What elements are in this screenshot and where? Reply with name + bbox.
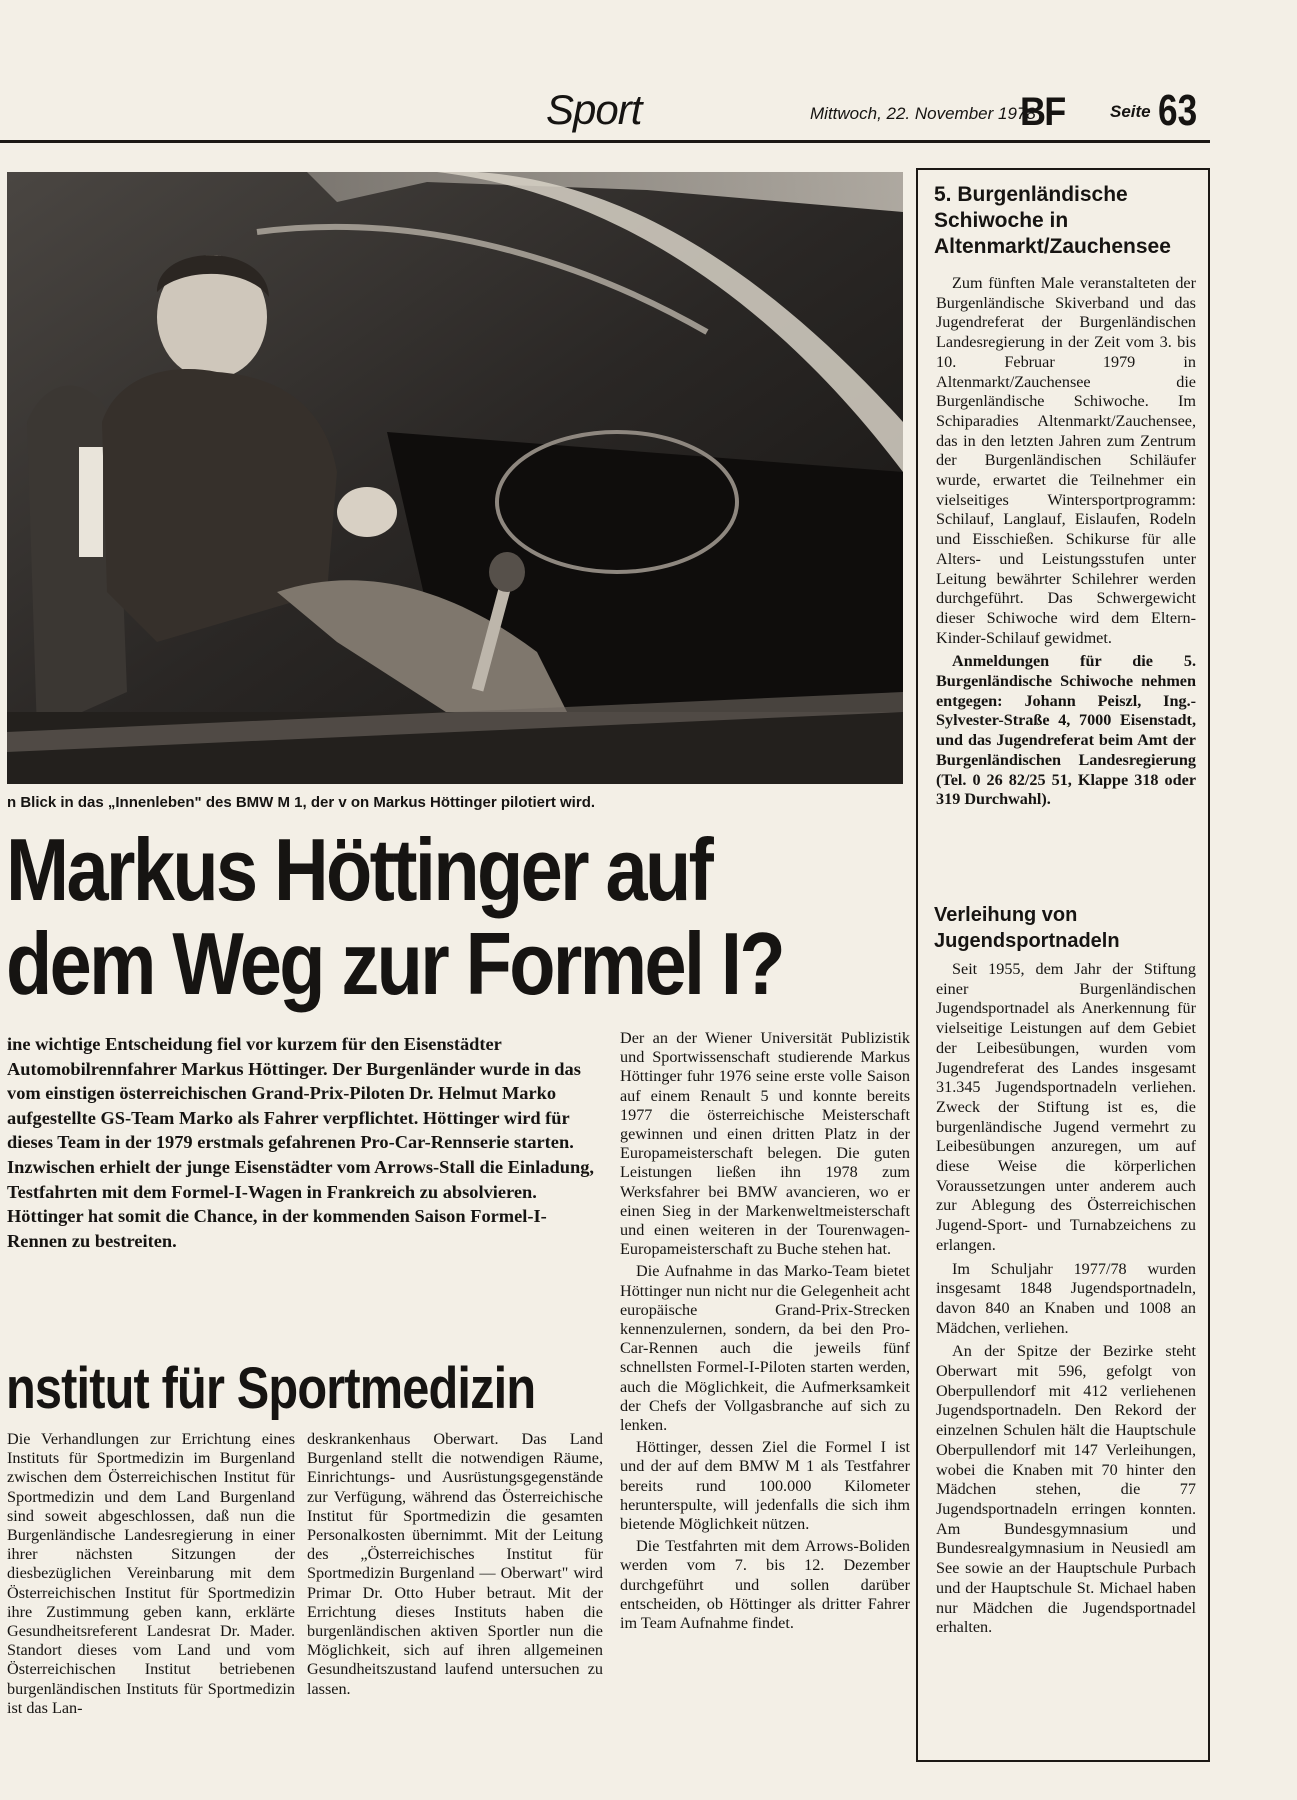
- article-paragraph: Die Testfahrten mit dem Arrows-Boliden werden vom 7. bis 12. Dezember durchgeführt und sollen darüber entscheiden, ob Höttinger als dritter Fahrer im Team Aufnahme findet.: [620, 1537, 910, 1633]
- car-interior-photo: [7, 172, 903, 784]
- section-headline: nstitut für Sportmedizin: [6, 1356, 536, 1421]
- headline-line-2: dem Weg zur Formel I?: [6, 914, 784, 1013]
- sidebar-title-schiwoche: 5. Burgenländische Schiwoche in Altenmarkt/Zauchensee: [934, 183, 1171, 258]
- article-paragraph: Der an der Wiener Universität Publizistik und Sportwissenschaft studierende Markus Höttinger fuhr 1976 seine erste volle Saison auf einem Renault 5 und konnte bereits 1977 die österreichische Meisterschaft gewinnen und einen dritten Platz in der Europameisterschaft belegen. Die guten Leistungen ließen ihn 1978 zum Werksfahrer bei BMW avancieren, wo er einen Sieg in der Markenweltmeisterschaft und einen weiteren in der Tourenwagen-Europameisterschaft zu Buche stehen hat.: [620, 1029, 910, 1259]
- page-number: 63: [1158, 86, 1198, 135]
- sidebar-paragraph: Seit 1955, dem Jahr der Stiftung einer Burgenländischen Jugendsportnadel als Anerkennung für vielseitige Leistungen auf dem Gebiet der Leibesübungen, wurden vom Jugendreferat des Landes insgesamt 31.345 Jugendsportnadeln verliehen. Zweck der Stiftung ist es, die burgenländische Jugend vermehrt zu Leibesübungen anzuregen, um auf diese Weise die körperlichen Voraussetzungen unter anderem auch zur Ablegung des Österreichischen Jugend-Sport- und Turnabzeichens zu erlangen.: [936, 960, 1196, 1254]
- lead-paragraph: ine wichtige Entscheidung fiel vor kurzem für den Eisenstädter Automobilrennfahrer Markus Höttinger. Der Burgenländer wurde in das vom einstigen österreichischen Grand-Prix-Piloten Dr. Helmut Marko aufgestellte GS-Team Marko als Fahrer verpflichtet. Höttinger wird für dieses Team in der 1979 erstmals gefahrenen Pro-Car-Rennserie starten. Inzwischen erhielt der junge Eisenstädter vom Arrows-Stall die Einladung, Testfahrten mit dem Formel-I-Wagen in Frankreich zu absolvieren. Höttinger hat somit die Chance, in der kommenden Saison Formel-I-Rennen zu bestreiten.: [7, 1034, 594, 1251]
- page-label: Seite: [1110, 102, 1151, 121]
- sidebar-body-jugendsportnadeln: [936, 960, 1196, 1638]
- sidebar-title-jugendsportnadeln: Verleihung von Jugendsportnadeln: [934, 904, 1120, 952]
- article-paragraph: Die Aufnahme in das Marko-Team bietet Höttinger nun nicht nur die Gelegenheit acht europäische Grand-Prix-Strecken kennenzulernen, sondern, da bei den Pro-Car-Rennen auch die jeweils fünf schnellsten Formel-I-Piloten starten werden, auch die Möglichkeit, die Aufmerksamkeit der Chefs der Vollgasbranche auf sich zu lenken.: [620, 1262, 910, 1435]
- section-column-2: [307, 1430, 603, 1699]
- article-column: [620, 1029, 910, 1633]
- sidebar-body-schiwoche: [936, 274, 1196, 810]
- headline-line-1: Markus Höttinger auf: [6, 820, 712, 919]
- sidebar-paragraph: Im Schuljahr 1977/78 wurden insgesamt 1848 Jugendsportnadeln, davon 840 an Knaben und 1008 an Mädchen, verliehen.: [936, 1259, 1196, 1337]
- header-rule: [0, 140, 1210, 143]
- section-paragraph: deskrankenhaus Oberwart. Das Land Burgenland stellt die notwendigen Räume, Einrichtungs- und Ausrüstungsgegenstände zur Verfügung, während das Österreichische Institut für Sportmedizin die gesamten Personalkosten übernimmt. Mit der Leitung des „Österreichisches Institut für Sportmedizin Burgenland — Oberwart" wird Primar Dr. Otto Huber betraut. Mit der Errichtung dieses Instituts haben die burgenländischen aktiven Sportler nun die Möglichkeit, sich auf ihren allgemeinen Gesundheitszustand laufend untersuchen zu lassen.: [307, 1430, 603, 1698]
- section-column-1: [7, 1430, 295, 1718]
- section-paragraph: Die Verhandlungen zur Errichtung eines Instituts für Sportmedizin im Burgenland zwischen dem Österreichischen Institut für Sportmedizin und dem Land Burgenland sind soweit abgeschlossen, daß nun die Burgenländische Landesregierung in einer ihrer nächsten Sitzungen der diesbezüglichen Vereinbarung mit dem Österreichischen Institut für Sportmedizin ihre Zustimmung geben kann, erklärte Gesundheitsreferent Landesrat Dr. Mader. Standort dieses vom Land und vom Österreichischen Institut betriebenen burgenländischen Instituts für Sportmedizin ist das Lan-: [7, 1430, 295, 1717]
- photo-caption: n Blick in das „Innenleben" des BMW M 1, der v on Markus Höttinger pilotiert wird.: [7, 794, 596, 811]
- sidebar-paragraph: An der Spitze der Bezirke steht Oberwart mit 596, gefolgt von Oberpullendorf mit 412 verliehenen Jugendsportnadeln. Den Rekord der einzelnen Schulen hält die Hauptschule Oberpullendorf mit 147 Verleihungen, wobei die Knaben mit 70 hinter den Mädchen stehen, die 77 Jugendsportnadeln erringen konnten. Am Bundesgymnasium und Bundesrealgymnasium in Neusiedl am See sowie an der Hauptschule Purbach und der Hauptschule St. Michael haben nur Mädchen die Jugendsportnadel erhalten.: [936, 1342, 1196, 1637]
- issue-date: Mittwoch, 22. November 1978: [810, 104, 1036, 123]
- article-paragraph: Höttinger, dessen Ziel die Formel I ist und der auf dem BMW M 1 als Testfahrer bereits rund 100.000 Kilometer herunterspulte, will jedenfalls die sich ihm bietende Möglichkeit nützen.: [620, 1438, 910, 1534]
- newspaper-logo: BF: [1020, 90, 1065, 134]
- sidebar-paragraph: Anmeldungen für die 5. Burgenländische Schiwoche nehmen entgegen: Johann Peiszl, Ing.-Sylvester-Straße 4, 7000 Eisenstadt, und das Jugendreferat beim Amt der Burgenländischen Landesregierung (Tel. 0 26 82/25 51, Klappe 318 oder 319 Durchwahl).: [936, 652, 1196, 809]
- section-title: Sport: [546, 86, 642, 133]
- sidebar-paragraph: Zum fünften Male veranstalteten der Burgenländische Skiverband und das Jugendreferat der Burgenländischen Landesregierung in der Zeit vom 3. bis 10. Februar 1979 in Altenmarkt/Zauchensee die Burgenländische Schiwoche. Im Schiparadies Altenmarkt/Zauchensee, das in den letzten Jahren zum Zentrum der Burgenländischen Schiläufer wurde, erwartet die Teilnehmer ein vielseitiges Wintersportprogramm: Schilauf, Langlauf, Eislaufen, Rodeln und Eisschießen. Schikurse für alle Alters- und Leistungsstufen unter Leitung bewährter Schilehrer werden durchgeführt. Das Schwergewicht dieser Schiwoche wird dem Eltern-Kinder-Schilauf gewidmet.: [936, 274, 1196, 647]
